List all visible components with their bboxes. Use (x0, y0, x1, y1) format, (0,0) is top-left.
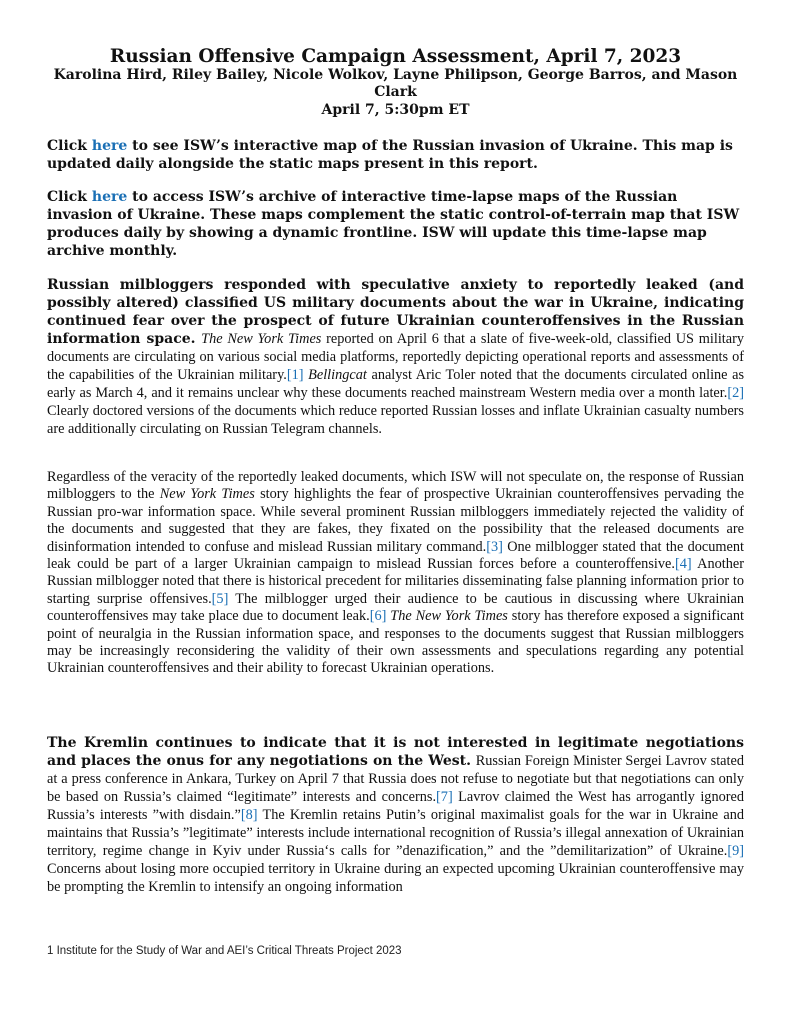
paragraph-lead: Russian milbloggers responded with speculative anxiety to reportedly leaked (and possibly altered) classified US military documents about the war in Ukraine, indicating continued fear over the prospect of future Ukrainian counteroffensives in the Russian information space. (47, 277, 744, 347)
paragraph-kremlin: The Kremlin continues to indicate that it is not interested in legitimate negotiations and places the onus for any negotiations on the West. Russian Foreign Minister Sergei Lavrov stated at a press conference in Ankara, Turkey on April 7 that Russia does not refuse to negotiate but that negotiations can only be based on Russia’s claimed “legitimate” interests and concerns.[7] Lavrov claimed the West has arrogantly ignored Russia’s interests ”with disdain.”[8] The Kremlin retains Putin’s original maximalist goals for the war in Ukraine and maintains that Russia’s ”legitimate” interests include international recognition of Russia’s illegal annexation of Ukrainian territory, regime change in Kyiv under Russia‘s calls for ”denazification,” and the ”demilitarization” of Ukraine.[9] Concerns about losing more occupied territory in Ukraine during an expected upcoming Ukrainian counteroffensive may be prompting the Kremlin to intensify an ongoing information (47, 735, 744, 895)
interactive-map-link[interactable]: here (91, 138, 128, 154)
report-title: Russian Offensive Campaign Assessment, April 7, 2023 (109, 46, 682, 67)
report-date: April 7, 5:30pm ET (321, 102, 470, 118)
footnote-ref-1[interactable]: [1] (286, 367, 304, 383)
footnote-ref-5[interactable]: [5] (211, 590, 229, 607)
footnote-ref-9[interactable]: [9] (727, 843, 744, 859)
paragraph-milbloggers: Russian milbloggers responded with speculative anxiety to reportedly leaked (and possibly altered) classified US military documents about the war in Ukraine, indicating continued fear over the prospect of future Ukrainian counteroffensives in the Russian information space. The New York Times reported on April 6 that a slate of five-week-old, classified US military documents are circulating on various social media platforms, reportedly depicting operational reports and assessments of the capabilities of the Ukrainian military.[1] Bellingcat analyst Aric Toler noted that the documents circulated online as early as March 4, and it remains unclear why these documents reached mainstream Western media over a month later.[2] Clearly doctored versions of the documents which reduce reported Russian losses and inflate Ukrainian casualty numbers are additionally circulating on Russian Telegram channels. (47, 277, 745, 437)
report-authors: Karolina Hird, Riley Bailey, Nicole Wolkov, Layne Philipson, George Barros, and Mason Clark (53, 67, 738, 100)
footnote-ref-4[interactable]: [4] (674, 556, 692, 573)
footnote-ref-6[interactable]: [6] (369, 608, 387, 625)
footnote-ref-7[interactable]: [7] (436, 789, 453, 805)
interactive-map-notice: Click here to see ISW’s interactive map of the Russian invasion of Ukraine. This map is updated daily alongside the static maps present in this report. (47, 138, 733, 172)
footnote-ref-3[interactable]: [3] (486, 538, 503, 555)
footnote-ref-2[interactable]: [2] (727, 385, 744, 401)
footnote-ref-8[interactable]: [8] (240, 807, 258, 823)
timelapse-archive-link[interactable]: here (91, 189, 128, 205)
page-footer: 1 Institute for the Study of War and AEI’s Critical Threats Project 2023 (47, 945, 402, 957)
timelapse-archive-notice: Click here to access ISW’s archive of interactive time-lapse maps of the Russian invasion of Ukraine. These maps complement the static control-of-terrain map that ISW produces daily by showing a dynamic frontline. ISW will update this time-lapse map archive monthly. (47, 189, 740, 259)
paragraph-veracity: Regardless of the veracity of the reportedly leaked documents, which ISW will not speculate on, the response of Russian milbloggers to the New York Times story highlights the fear of prospective Ukrainian counteroffensives pervading the Russian pro-war information space. While several prominent Russian milbloggers immediately rejected the validity of the documents and suggested that they are fakes, they fixated on the possibility that the released documents are disinformation intended to confuse and mislead Russian military command.[3] One milblogger stated that the document leak could be part of a larger Ukrainian campaign to mislead Russian forces before a counteroffensive.[4] Another Russian milblogger noted that there is historical precedent for militaries disseminating false planning information prior to starting surprise offensives.[5] The milblogger urged their audience to be cautious in discussing where Ukrainian counteroffensives may take place due to document leak.[6] The New York Times story has therefore exposed a significant point of neuralgia in the Russian information space, and responses to the documents suggest that Russian milbloggers may be increasingly reconsidering the validity of their own assessments and speculations regarding any potential Ukrainian counteroffensives and their ability to forecast Ukrainian operations. (47, 469, 744, 677)
paragraph-lead: The Kremlin continues to indicate that it is not interested in legitimate negotiations and places the onus for any negotiations on the West. (47, 735, 744, 769)
